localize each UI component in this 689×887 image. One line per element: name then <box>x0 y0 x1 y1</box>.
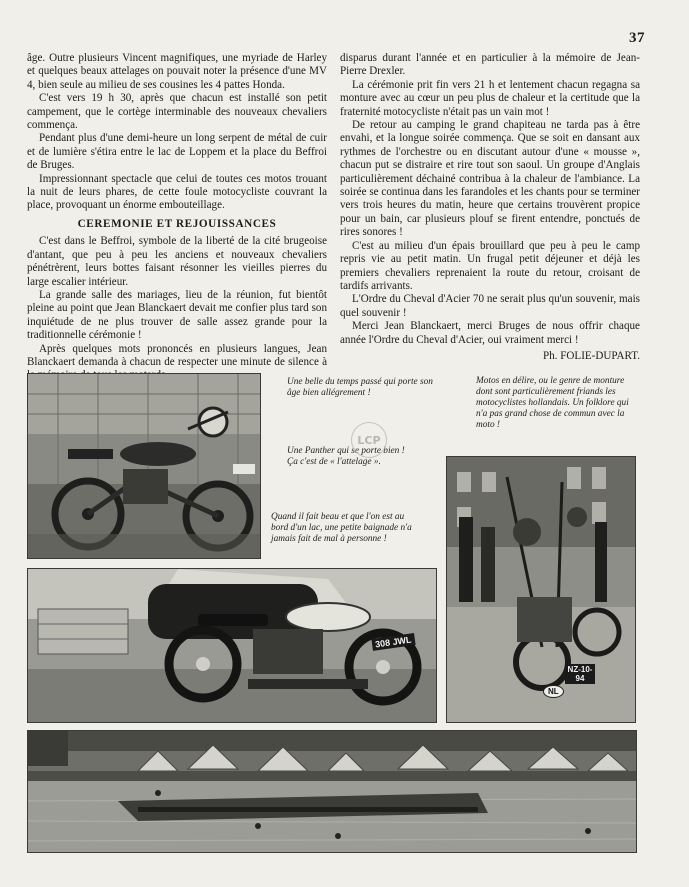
paragraph: L'Ordre du Cheval d'Acier 70 ne serait plus qu'un souvenir, mais quel souvenir ! <box>340 293 640 319</box>
photo-dutch-motorcycle <box>446 456 636 723</box>
caption-dutch: Motos en délire, ou le genre de monture dont sont particulièrement friands les motocyclistes hollandais. Un folklore qui n'a pas grand chose de commun avec la moto ! <box>476 376 629 430</box>
license-plate: 308 JWL <box>371 633 415 651</box>
paragraph: C'est vers 19 h 30, après que chacun est installé son petit campement, que le cortège interminable des nouveaux chevaliers commença. <box>27 92 327 132</box>
photo-vintage-motorcycle <box>27 373 261 559</box>
caption-vintage: Une belle du temps passé qui porte son âge bien allégrement ! <box>287 377 433 398</box>
paragraph: La grande salle des mariages, lieu de la réunion, fut bientôt pleine au point que Jean Blanckaert devait me confier plus tard son inquiétude de ne plus trouver de salle assez grande pour la traditionnelle cérémonie ! <box>27 288 327 342</box>
photo-lake-camp <box>27 730 637 853</box>
paragraph: C'est au milieu d'un épais brouillard que peu à peu le camp repris vie au petit matin. Un frugal petit déjeuner et déjà les premiers chevaliers reprenaient la route du retour, croisant de tardifs arrivants. <box>340 239 640 292</box>
paragraph: Pendant plus d'une demi-heure un long serpent de métal de cuir et de lumière s'étira entre le lac de Loppem et la place du Beffroi de Bruges. <box>27 132 327 172</box>
left-column <box>27 52 327 383</box>
page-number: 37 <box>629 30 645 46</box>
paragraph: C'est dans le Beffroi, symbole de la liberté de la cité brugeoise d'antant, que peu à peu les anciens et nouveaux chevaliers pénétrèrent, leurs bottes faisant résonner les vieilles pierres du large escalier intérieur. <box>27 235 327 288</box>
paragraph: Impressionnant spectacle que celui de toutes ces motos trouant la nuit de leurs phares, de cette foule motocycliste couvrant la place, provoquant un énorme embouteillage. <box>27 172 327 212</box>
country-badge: NL <box>543 685 564 698</box>
photo-panther-sidecar <box>27 568 437 723</box>
paragraph: La cérémonie prit fin vers 21 h et lentement chacun regagna sa monture avec au cœur un peu plus de chaleur et la certitude que la fraternité motocycliste n'était pas un vain mot ! <box>340 78 640 118</box>
signature: Ph. FOLIE-DUPART. <box>542 349 640 362</box>
right-column <box>340 52 640 363</box>
watermark-stamp: LCP <box>351 422 387 458</box>
license-plate: NZ-10-94 <box>565 664 595 684</box>
section-heading: CEREMONIE ET REJOUISSANCES <box>77 217 277 230</box>
paragraph: âge. Outre plusieurs Vincent magnifiques, une myriade de Harley et quelques beaux attelages on pouvait noter la présence d'une MV 4, bien seule au milieu de ses cousines les 4 pattes Honda. <box>27 52 327 91</box>
caption-panther: Une Panther qui se porte bien ! Ça c'est de « l'attelage ». <box>287 446 405 467</box>
paragraph: Après quelques mots prononcés en plusieurs langues, Jean Blanckaert demanda à chacun de respecter une minute de silence à <box>27 342 327 368</box>
paragraph: Merci Jean Blanckaert, merci Bruges de nous offrir chaque année l'Ordre du Cheval d'Acier, oui vraiment merci ! <box>340 320 640 346</box>
paragraph: De retour au camping le grand chapiteau ne tarda pas à être envahi, et la longue soirée commença. Que se soit en dansant aux rythmes de l'orchestre ou en discutant autour d'une « mousse », chacun put se distraire et rire tout son saoul. Un groupe d'Anglais particulièrement déchainé contribua à la chaleur de l'ambiance. La soirée se continua dans les farandoles et les chants pour se terminer vers trois heures du matin, heure que certains trouvèrent propice pour un bain, car plusieurs plouf se firent entendre, ponctués de rires sonores ! <box>340 119 640 239</box>
paragraph: disparus durant l'année et en particulier à la mémoire de Jean-Pierre Drexler. <box>340 52 640 78</box>
caption-lake: Quand il fait beau et que l'on est au bord d'un lac, une petite baignade n'a jamais fait de mal à personne ! <box>271 512 412 544</box>
